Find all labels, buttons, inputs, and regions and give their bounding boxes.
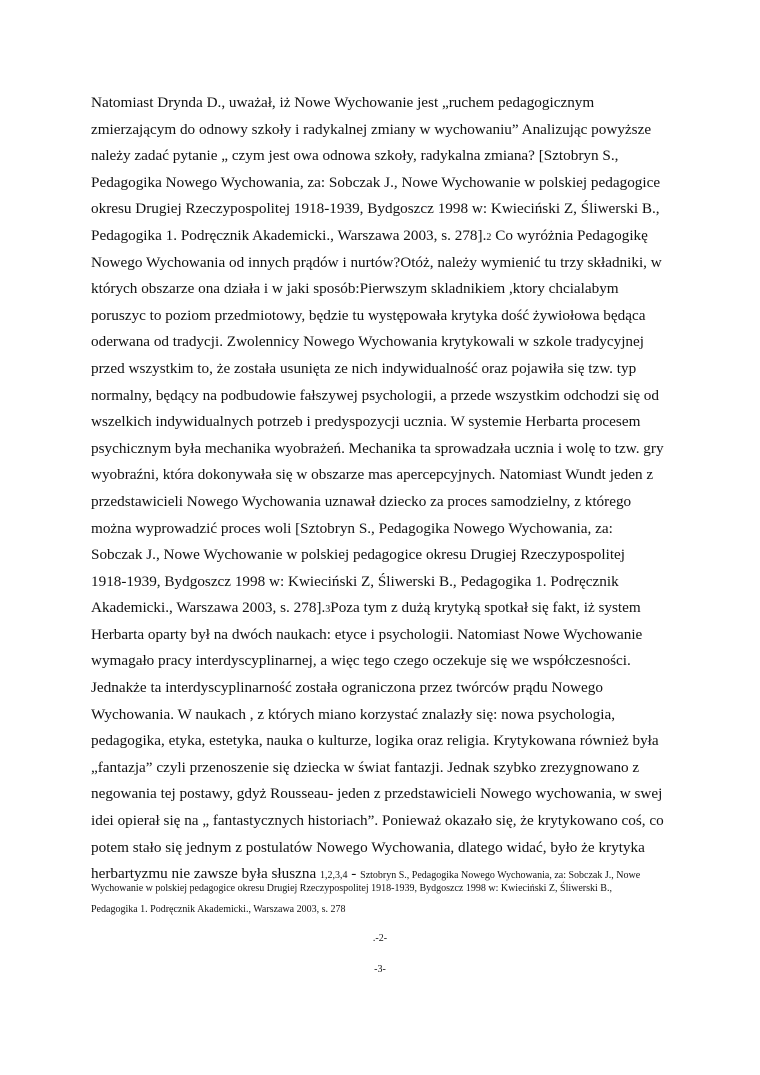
text-line: Herbarta oparty był na dwóch naukach: etyce i psychologii. Natomiast Nowe Wychowanie: [91, 625, 643, 643]
text-line-start: Pedagogika 1. Podręcznik Akademicki., Warszawa 2003, s. 278].: [91, 226, 487, 244]
text-line: wyobraźni, która dokonywała się w obszarze mas apercepcyjnych. Natomiast Wundt jeden z: [91, 466, 654, 484]
text-line: Natomiast Drynda D., uważał, iż Nowe Wychowanie jest „ruchem pedagogicznym: [91, 94, 595, 111]
text-line: normalny, będący na podbudowie fałszywej psychologii, a przede wszystkim odchodzi się od: [91, 386, 659, 404]
text-line: poruszyc to poziom przedmiotowy, będzie tu występowała krytyka dość żywiołowa będąca: [91, 306, 646, 324]
text-line: należy zadać pytanie „ czym jest owa odnowa szkoły, radykalna zmiana? [Sztobryn S.,: [91, 147, 619, 165]
footnote-dash: -: [347, 865, 361, 883]
footnote-line: Wychowanie w polskiej pedagogice okresu Drugiej Rzeczypospolitej 1918-1939, Bydgoszcz 1998 w: Kwieciński Z, Śliwerski B.,: [91, 883, 612, 894]
text-line: można wyprowadzić proces woli [Sztobryn S., Pedagogika Nowego Wychowania, za:: [91, 519, 613, 537]
text-line-start: Akademicki., Warszawa 2003, s. 278].: [91, 599, 326, 617]
body-text: [91, 90, 691, 888]
footnote-text: Sztobryn S., Pedagogika Nowego Wychowania, za: Sobczak J., Nowe: [360, 870, 641, 882]
footnote-block: [91, 878, 711, 920]
text-line: Wychowania. W naukach , z których miano korzystać znalazły się: nowa psychologia,: [91, 705, 616, 723]
text-line: idei opierał się na „ fantastycznych historiach”. Ponieważ okazało się, że krytykowano coś, co: [91, 812, 664, 830]
text-line: [91, 595, 691, 622]
text-line: „fantazja” czyli przenoszenie się dziecka w świat fantazji. Jednak szybko zrezygnowano z: [91, 758, 640, 776]
text-line: wymagało pracy interdyscyplinarnej, a więc tego czego oczekuje się we współczesności.: [91, 652, 631, 670]
text-line: przedstawicieli Nowego Wychowania uznawał dziecko za proces samodzielny, z którego: [91, 492, 632, 510]
text-line: Pedagogika Nowego Wychowania, za: Sobczak J., Nowe Wychowanie w polskiej pedagogice: [91, 173, 661, 191]
text-line-end: Co wyróżnia Pedagogikę: [491, 226, 648, 244]
text-line: pedagogika, etyka, estetyka, nauka o kulturze, logika oraz religia. Krytykowana również była: [91, 732, 659, 750]
text-line-start: herbartyzmu nie zawsze była słuszna: [91, 865, 317, 883]
text-line: Jednakże ta interdyscyplinarność została ograniczona przez twórców prądu Nowego: [91, 679, 603, 697]
footnote-marker: 3: [325, 604, 331, 616]
text-line: [91, 223, 691, 250]
text-line: oderwana od tradycji. Zwolennicy Nowego Wychowania krytykowali w szkole tradycyjnej: [91, 333, 644, 351]
footnote-line: Pedagogika 1. Podręcznik Akademicki., Warszawa 2003, s. 278: [91, 904, 346, 915]
text-line: 1918-1939, Bydgoszcz 1998 w: Kwieciński Z, Śliwerski B., Pedagogika 1. Podręcznik: [91, 572, 619, 590]
text-line: wszelkich indywidualnych potrzeb i predyspozycji ucznia. W systemie Herbarta procesem: [91, 413, 641, 431]
page-number: .-2-: [372, 933, 388, 944]
text-line: psychicznym była mechanika wyobrażeń. Mechanika ta sprowadzała ucznia i wolę to tzw. gry: [91, 439, 664, 457]
page-number: -3-: [374, 964, 386, 975]
text-line: zmierzającym do odnowy szkoły i radykalnej zmiany w wychowaniu” Analizując powyższe: [91, 120, 652, 138]
footnote-markers: 1,2,3,4: [319, 870, 348, 882]
text-line: negowania tej postawy, gdyż Rousseau- jeden z przedstawicieli Nowego wychowania, w swej: [91, 785, 663, 803]
text-line: Sobczak J., Nowe Wychowanie w polskiej pedagogice okresu Drugiej Rzeczypospolitej: [91, 546, 626, 564]
text-line: potem stało się jednym z postulatów Nowego Wychowania, dlatego widać, było że krytyka: [91, 838, 645, 856]
text-line: przed wszystkim to, że została usunięta ze nich indywidualność oraz pojawiła się tzw. typ: [91, 359, 637, 377]
text-line-end: Poza tym z dużą krytyką spotkał się fakt, iż system: [330, 599, 641, 617]
text-line: okresu Drugiej Rzeczypospolitej 1918-1939, Bydgoszcz 1998 w: Kwieciński Z, Śliwerski B.,: [91, 200, 660, 218]
footnote-marker: 2: [486, 231, 492, 243]
text-line: Nowego Wychowania od innych prądów i nurtów?Otóż, należy wymienić tu trzy składniki, w: [91, 253, 662, 271]
text-line: których obszarze ona działa i w jaki sposób:Pierwszym skladnikiem ,ktory chcialabym: [91, 280, 619, 298]
